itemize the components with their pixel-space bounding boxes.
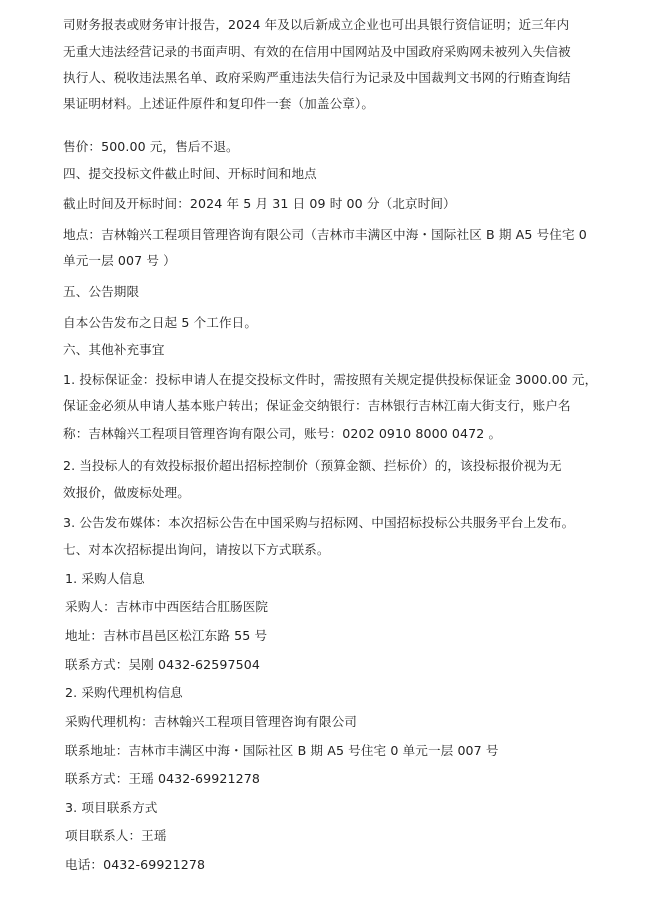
text-line: 联系方式：吴刚 0432-62597504	[65, 657, 260, 672]
text-line: 售价：500.00 元，售后不退。	[63, 139, 239, 154]
text-line: 截止时间及开标时间：2024 年 5 月 31 日 09 时 00 分（北京时间）	[63, 196, 456, 211]
text-line: 司财务报表或财务审计报告，2024 年及以后新成立企业也可出具银行资信证明；近三年内	[63, 17, 570, 32]
text-line: 地址：吉林市昌邑区松江东路 55 号	[65, 628, 268, 643]
text-line: 3. 公告发布媒体：本次招标公告在中国采购与招标网、中国招标投标公共服务平台上发布。	[63, 515, 575, 530]
text-line: 果证明材料。上述证件原件和复印件一套（加盖公章）。	[63, 96, 375, 111]
text-line: 称：吉林翰兴工程项目管理咨询有限公司，账号：0202 0910 8000 0472 。	[63, 426, 502, 441]
subsection-heading: 1. 采购人信息	[65, 571, 145, 586]
text-line: 保证金必须从申请人基本账户转出；保证金交纳银行：吉林银行吉林江南大街支行，账户名	[63, 398, 571, 413]
text-line: 自本公告发布之日起 5 个工作日。	[63, 315, 258, 330]
text-line: 1. 投标保证金：投标申请人在提交投标文件时，需按照有关规定提供投标保证金 3000.00 元，	[63, 372, 598, 387]
section-heading: 四、提交投标文件截止时间、开标时间和地点	[63, 166, 317, 181]
text-line: 联系方式：王瑶 0432-69921278	[65, 771, 260, 786]
text-line: 联系地址：吉林市丰满区中海・国际社区 B 期 A5 号住宅 0 单元一层 007 号	[65, 743, 499, 758]
text-line: 单元一层 007 号 ）	[63, 253, 176, 268]
text-line: 2. 当投标人的有效投标报价超出招标控制价（预算金额、拦标价）的，该投标报价视为无	[63, 458, 562, 473]
text-line: 电话：0432-69921278	[65, 857, 206, 872]
section-heading: 五、公告期限	[63, 284, 140, 299]
text-line: 项目联系人：王瑶	[65, 828, 167, 843]
section-heading: 七、对本次招标提出询问，请按以下方式联系。	[63, 542, 330, 557]
text-line: 执行人、税收违法黑名单、政府采购严重违法失信行为记录及中国裁判文书网的行贿查询结	[63, 70, 571, 85]
text-line: 无重大违法经营记录的书面声明、有效的在信用中国网站及中国政府采购网未被列入失信被	[63, 44, 571, 59]
text-line: 效报价，做废标处理。	[63, 485, 190, 500]
subsection-heading: 2. 采购代理机构信息	[65, 685, 183, 700]
text-line: 采购代理机构：吉林翰兴工程项目管理咨询有限公司	[65, 714, 357, 729]
text-line: 采购人：吉林市中西医结合肛肠医院	[65, 599, 269, 614]
subsection-heading: 3. 项目联系方式	[65, 800, 158, 815]
text-line: 地点：吉林翰兴工程项目管理咨询有限公司（吉林市丰满区中海・国际社区 B 期 A5 号住宅 0	[63, 227, 587, 242]
section-heading: 六、其他补充事宜	[63, 342, 165, 357]
